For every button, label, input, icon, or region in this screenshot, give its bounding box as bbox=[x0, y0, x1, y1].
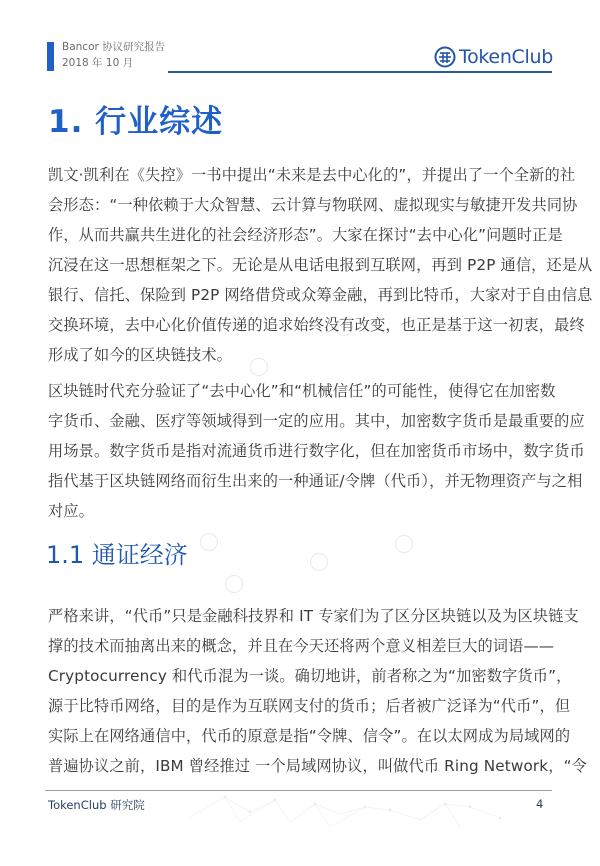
text-line: 普遍协议之前，IBM 曾经推过 一个局域网协议，叫做代币 Ring Network，“令 bbox=[48, 757, 587, 775]
network-decoration-icon bbox=[180, 792, 530, 832]
text-line: 交换环境，去中心化价值传递的追求始终没有改变，也正是基于这一初衷，最终 bbox=[48, 316, 585, 334]
text-line: 对应。 bbox=[48, 502, 95, 520]
paragraph bbox=[48, 376, 585, 526]
paragraph bbox=[48, 601, 587, 781]
tokenclub-logo bbox=[434, 45, 553, 69]
header-divider bbox=[168, 71, 552, 73]
report-title: Bancor 协议研究报告 bbox=[62, 41, 166, 53]
text-line: 会形态：“一种依赖于大众智慧、云计算与物联网、虚拟现实与敏捷开发共同协 bbox=[48, 196, 578, 214]
text-line: 形成了如今的区块链技术。 bbox=[48, 346, 233, 364]
paragraph bbox=[48, 160, 593, 370]
watermark-icon bbox=[200, 533, 218, 551]
text-line: 源于比特币网络，目的是作为互联网支付的货币；后者被广泛译为“代币”，但 bbox=[48, 697, 571, 715]
page-number: 4 bbox=[536, 797, 544, 811]
tokenclub-logo-icon bbox=[434, 46, 456, 68]
footer-divider bbox=[45, 790, 552, 791]
watermark-icon bbox=[310, 553, 328, 571]
report-date: 2018 年 10 月 bbox=[62, 57, 134, 69]
watermark-icon bbox=[395, 535, 413, 553]
text-line: 撑的技术而抽离出来的概念，并且在今天还将两个意义相差巨大的词语—— bbox=[48, 637, 555, 655]
text-line: 银行、信托、保险到 P2P 网络借贷或众筹金融，再到比特币，大家对于自由信息 bbox=[48, 286, 593, 304]
text-line: Cryptocurrency 和代币混为一谈。确切地讲，前者称之为“加密数字货币”， bbox=[48, 667, 572, 685]
text-line: 严格来讲，“代币”只是金融科技界和 IT 专家们为了区分区块链以及为区块链支 bbox=[48, 607, 579, 625]
text-line: 字货币、金融、医疗等领域得到一定的应用。其中，加密数字货币是最重要的应 bbox=[48, 412, 585, 430]
text-line: 实际上在网络通信中，代币的原意是指“令牌、信令”。在以太网成为局域网的 bbox=[48, 727, 571, 745]
logo-wordmark: TokenClub bbox=[459, 46, 554, 68]
subsection-heading: 1.1 通证经济 bbox=[46, 541, 188, 569]
text-line: 区块链时代充分验证了“去中心化”和“机械信任”的可能性，使得它在加密数 bbox=[48, 382, 556, 400]
text-line: 沉浸在这一思想框架之下。无论是从电话电报到互联网，再到 P2P 通信，还是从 bbox=[48, 256, 593, 274]
section-heading: 1. 行业综述 bbox=[48, 104, 224, 140]
watermark-icon bbox=[225, 575, 243, 593]
text-line: 作，从而共赢共生进化的社会经济形态”。大家在探讨“去中心化”问题时正是 bbox=[48, 226, 563, 244]
text-line: 指代基于区块链网络而衍生出来的一种通证/令牌（代币），并无物理资产与之相 bbox=[48, 472, 583, 490]
header-accent-bar bbox=[47, 42, 54, 71]
text-line: 用场景。数字货币是指对流通货币进行数字化，但在加密货币市场中，数字货币 bbox=[48, 442, 585, 460]
footer-brand: TokenClub 研究院 bbox=[48, 798, 145, 812]
text-line: 凯文·凯利在《失控》一书中提出“未来是去中心化的”，并提出了一个全新的社 bbox=[48, 166, 576, 184]
